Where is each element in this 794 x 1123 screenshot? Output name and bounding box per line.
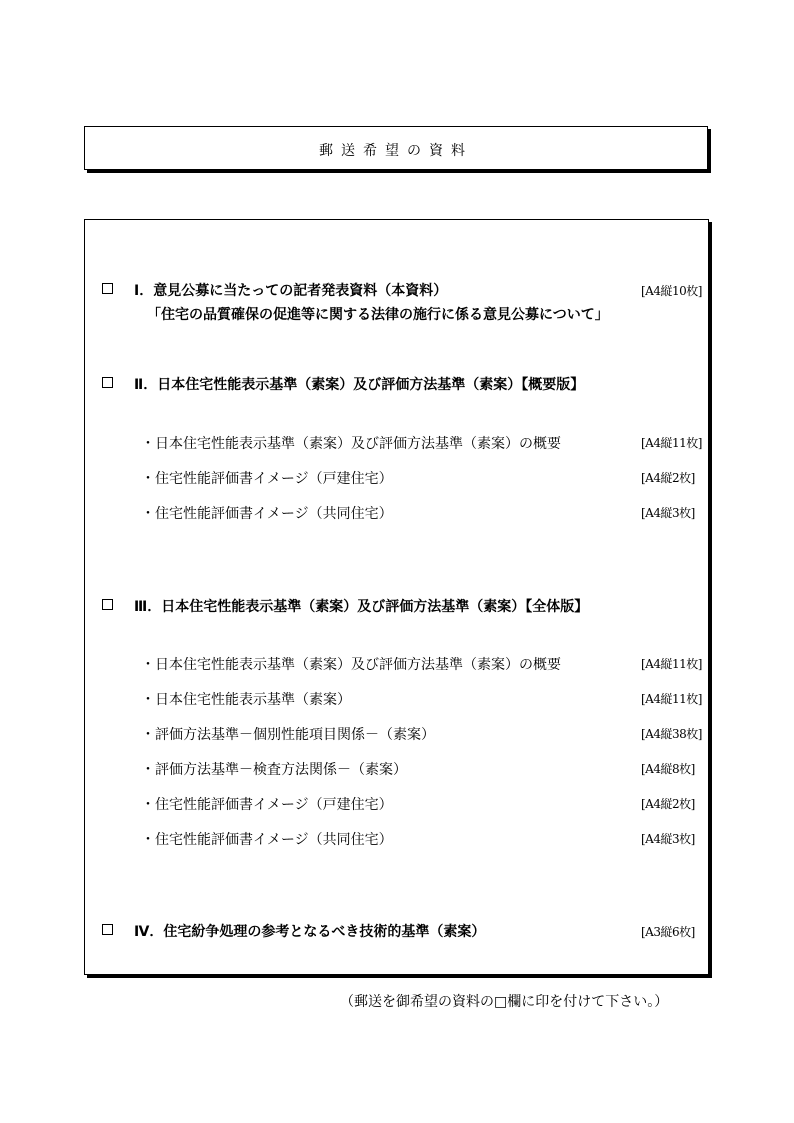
list-item: ・住宅性能評価書イメージ（戸建住宅） — [141, 797, 393, 813]
list-item: ・住宅性能評価書イメージ（共同住宅） — [141, 832, 393, 848]
list-item-size: [A4縦2枚] — [641, 471, 695, 485]
list-item-size: [A4縦8枚] — [641, 762, 695, 776]
list-item-size: [A4縦38枚] — [641, 727, 702, 741]
section-1-label: Ⅰ．意見公募に当たっての記者発表資料（本資料） — [134, 283, 448, 299]
list-item-size: [A4縦11枚] — [641, 436, 702, 450]
list-item-size: [A4縦11枚] — [641, 657, 702, 671]
section-1-subtitle: 「住宅の品質確保の促進等に関する法律の施行に係る意見公募について」 — [147, 307, 609, 323]
list-item-size: [A4縦3枚] — [641, 506, 695, 520]
list-item: ・評価方法基準－個別性能項目関係－（素案） — [141, 727, 435, 743]
section-1-size: [A4縦10枚] — [641, 284, 702, 298]
list-item-size: [A4縦2枚] — [641, 797, 695, 811]
checkbox-section-2[interactable] — [102, 377, 113, 388]
title-box — [84, 126, 708, 170]
list-item: ・評価方法基準－検査方法関係－（素案） — [141, 762, 407, 778]
list-item: ・住宅性能評価書イメージ（戸建住宅） — [141, 471, 393, 487]
list-item: ・日本住宅性能表示基準（素案）及び評価方法基準（素案）の概要 — [141, 436, 561, 452]
list-item: ・住宅性能評価書イメージ（共同住宅） — [141, 506, 393, 522]
checkbox-section-1[interactable] — [102, 283, 113, 294]
checkbox-section-3[interactable] — [102, 599, 113, 610]
section-4-size: [A3縦6枚] — [641, 925, 695, 939]
checkbox-section-4[interactable] — [102, 924, 113, 935]
list-item-size: [A4縦3枚] — [641, 832, 695, 846]
footnote: （郵送を御希望の資料の□欄に印を付けて下さい。） — [340, 994, 669, 1010]
page-title: 郵送希望の資料 — [319, 143, 473, 159]
section-3-label: Ⅲ．日本住宅性能表示基準（素案）及び評価方法基準（素案）【全体版】 — [134, 599, 589, 615]
list-item: ・日本住宅性能表示基準（素案） — [141, 692, 351, 708]
section-2-label: Ⅱ．日本住宅性能表示基準（素案）及び評価方法基準（素案）【概要版】 — [134, 377, 585, 393]
section-4-label: Ⅳ．住宅紛争処理の参考となるべき技術的基準（素案） — [134, 924, 486, 940]
list-item: ・日本住宅性能表示基準（素案）及び評価方法基準（素案）の概要 — [141, 657, 561, 673]
list-item-size: [A4縦11枚] — [641, 692, 702, 706]
